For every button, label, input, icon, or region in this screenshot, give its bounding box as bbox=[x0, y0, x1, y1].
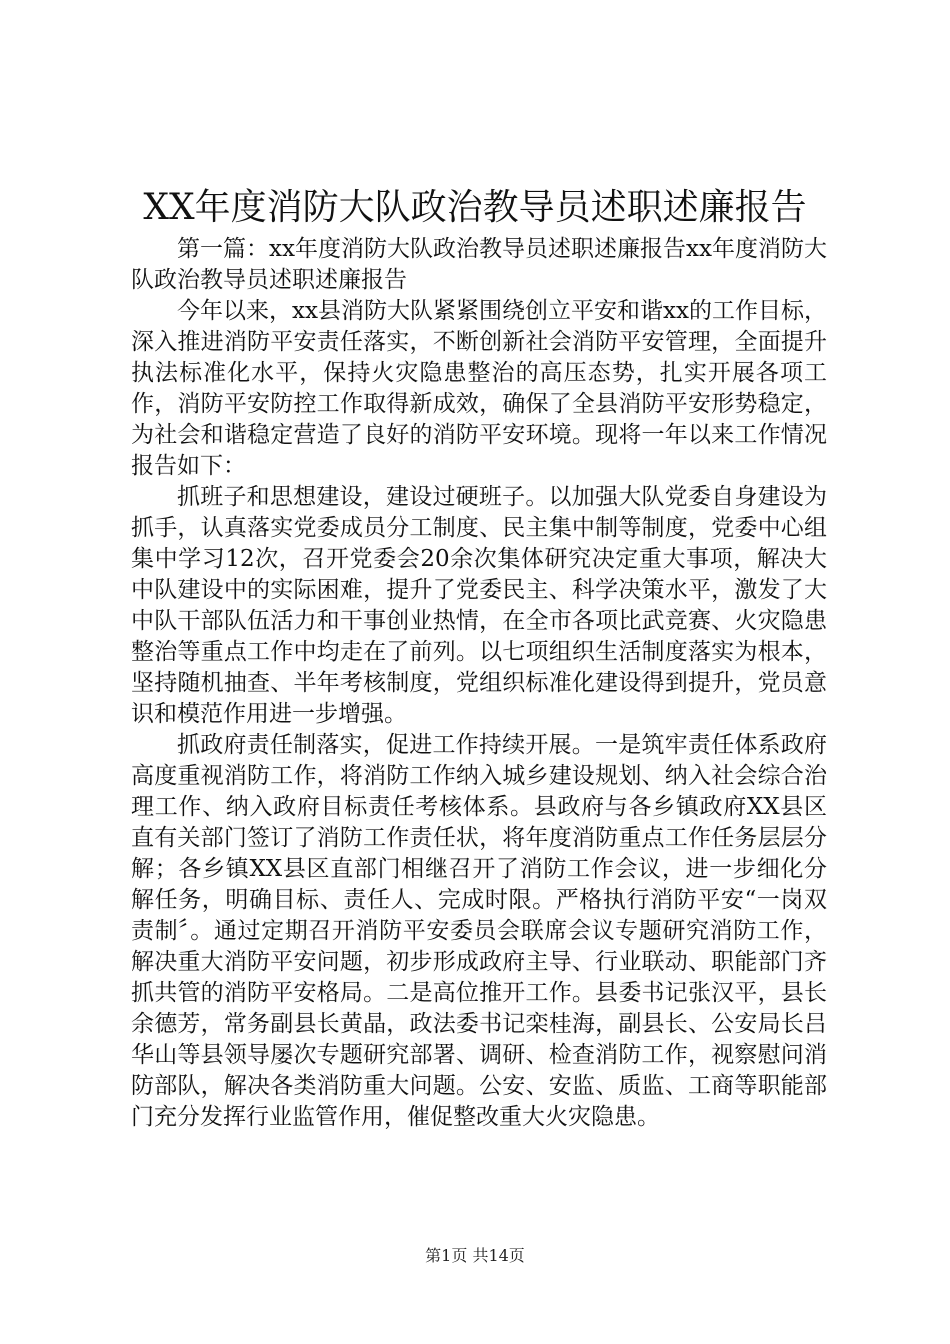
document-body bbox=[131, 234, 827, 1133]
paragraph-team-building: 抓班子和思想建设，建设过硬班子。以加强大队党委自身建设为抓手，认真落实党委成员分工制度、民主集中制等制度，党委中心组集中学习12次，召开党委会20余次集体研究决定重大事项，解决大中队建设中的实际困难，提升了党委民主、科学决策水平，激发了大中队干部队伍活力和干事创业热情，在全市各项比武竞赛、火灾隐患整治等重点工作中均走在了前列。以七项组织生活制度落实为根本，坚持随机抽查、半年考核制度，党组织标准化建设得到提升，党员意识和模范作用进一步增强。 bbox=[131, 484, 827, 727]
paragraph-government-responsibility: 抓政府责任制落实，促进工作持续开展。一是筑牢责任体系政府高度重视消防工作，将消防工作纳入城乡建设规划、纳入社会综合治理工作、纳入政府目标责任考核体系。县政府与各乡镇政府XX县区直有关部门签订了消防工作责任状，将年度消防重点工作任务层层分解；各乡镇XX县区直部门相继召开了消防工作会议，进一步细化分解任务，明确目标、责任人、完成时限。严格执行消防平安“一岗双责制〞。通过定期召开消防平安委员会联席会议专题研究消防工作，解决重大消防平安问题，初步形成政府主导、行业联动、职能部门齐抓共管的消防平安格局。二是高位推开工作。县委书记张汉平，县长余德芳，常务副县长黄晶，政法委书记栾桂海，副县长、公安局长吕华山等县领导屡次专题研究部署、调研、检查消防工作，视察慰问消防部队，解决各类消防重大问题。公安、安监、质监、工商等职能部门充分发挥行业监管作用，催促整改重大火灾隐患。 bbox=[131, 732, 827, 1130]
page-number-footer: 第1页 共14页 bbox=[425, 1246, 525, 1265]
paragraph-intro: 今年以来，xx县消防大队紧紧围绕创立平安和谐xx的工作目标，深入推进消防平安责任落实，不断创新社会消防平安管理，全面提升执法标准化水平，保持火灾隐患整治的高压态势，扎实开展各项工作，消防平安防控工作取得新成效，确保了全县消防平安形势稳定，为社会和谐稳定营造了良好的消防平安环境。现将一年以来工作情况报告如下： bbox=[131, 298, 827, 479]
paragraph-heading: 第一篇：xx年度消防大队政治教导员述职述廉报告xx年度消防大队政治教导员述职述廉报告 bbox=[131, 236, 827, 293]
document-title: XX年度消防大队政治教导员述职述廉报告 bbox=[143, 187, 807, 228]
